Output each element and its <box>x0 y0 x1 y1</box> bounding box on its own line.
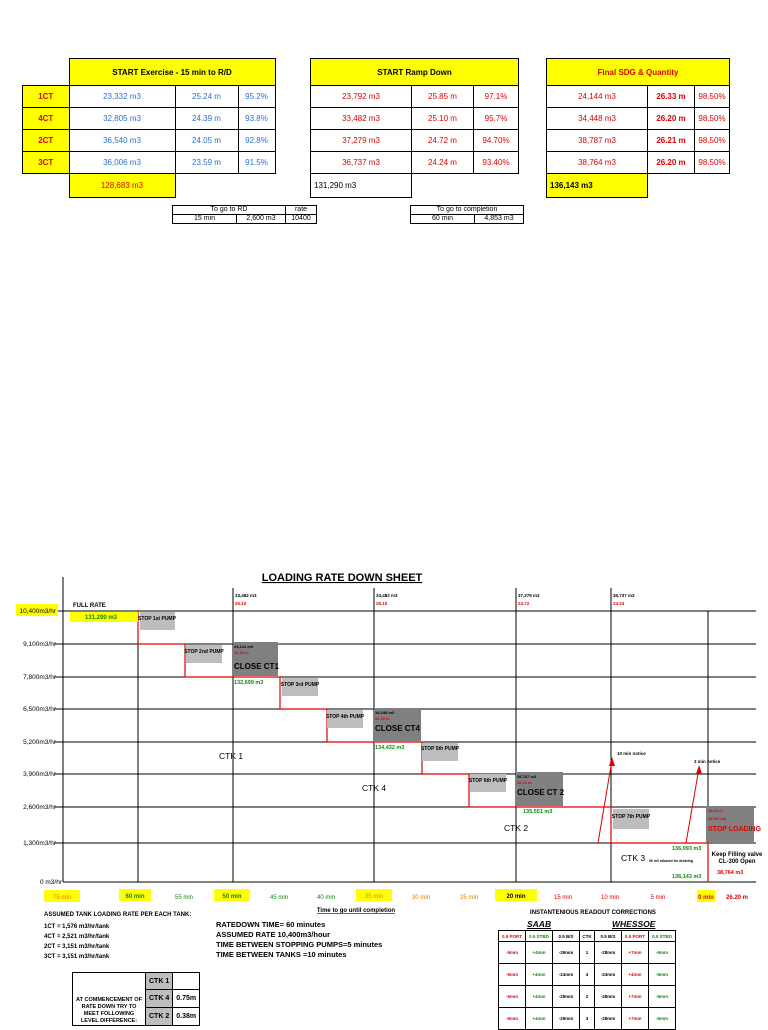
corr-cell: -6mm <box>649 964 676 986</box>
commencement-diff: 0.75m <box>173 990 200 1008</box>
close-qty: 132,699 m3 <box>234 680 264 686</box>
stop-label: STOP 3rd PUMP <box>280 682 320 688</box>
notice-3: 3 min notice <box>694 759 721 764</box>
corr-cell: -28mm <box>595 1008 622 1030</box>
corr-header: 0.5 PORT <box>622 931 649 942</box>
y-tick: 2,600m3/hr <box>23 804 56 811</box>
corr-header: 0.5 STBD <box>649 931 676 942</box>
corr-cell: -5mm <box>499 942 526 964</box>
y-tick: 10,400m3/hr <box>19 608 56 615</box>
chart-title: LOADING RATE DOWN SHEET <box>261 572 423 584</box>
commencement-blank <box>173 973 200 990</box>
percent-cell: 93.8% <box>238 108 275 130</box>
whessoe-label: WHESSOE <box>612 919 656 929</box>
top-label: 33,482 m3 <box>235 593 257 598</box>
x-tick: 45 min <box>269 895 289 901</box>
corr-cell: +7mm <box>622 942 649 964</box>
close-level: 26.33 m <box>234 650 249 655</box>
corr-header: 0.5 B/S <box>553 931 580 942</box>
rate-header: rate <box>286 206 317 215</box>
commencement-ctk: CTK 1 <box>146 973 173 990</box>
corr-cell: -5mm <box>499 986 526 1008</box>
stop-label: STOP 5th PUMP <box>420 746 460 752</box>
corr-cell: +4mm <box>526 986 553 1008</box>
notice-10: 10 min notice <box>617 751 646 756</box>
top-label: 36,737 m3 <box>613 593 635 598</box>
volume-cell: 37,279 m3 <box>311 130 412 152</box>
ctk-label: CTK 1 <box>219 751 244 761</box>
volume-cell: 36,737 m3 <box>311 152 412 174</box>
x-tick: 0 min <box>698 895 714 901</box>
x-tick: 20 min <box>506 894 526 900</box>
percent-cell: 91.5% <box>238 152 275 174</box>
percent-cell: 97.1% <box>474 86 519 108</box>
x-tick: 35 min <box>364 894 384 900</box>
ratedown-line: RATEDOWN TIME= 60 minutes <box>216 920 326 929</box>
commencement-diff: 0.38m <box>173 1008 200 1026</box>
final-sdg-total: 136,143 m3 <box>547 174 648 198</box>
corr-cell: 3 <box>580 1008 595 1030</box>
stop-label: STOP 2nd PUMP <box>184 649 224 655</box>
corr-cell: -6mm <box>649 942 676 964</box>
x-tick: 75 min <box>52 895 72 901</box>
y-tick: 9,100m3/hr <box>23 641 56 648</box>
close-volume: 34,448 m3 <box>375 710 395 715</box>
corr-header: 0.5 B/S <box>595 931 622 942</box>
commencement-table <box>72 972 200 1026</box>
qty-2: 136,143 m3 <box>672 874 702 880</box>
level-cell: 24.39 m <box>175 108 238 130</box>
corr-cell: -24mm <box>553 964 580 986</box>
assumed-line: 4CT = 2,521 m3/hr/tank <box>44 934 110 940</box>
to-go-completion-table <box>410 205 524 224</box>
close-label: CLOSE CT4 <box>375 724 420 733</box>
to-go-rd-qty: 2,600 m3 <box>237 215 286 224</box>
to-go-completion-time: 60 min <box>411 215 475 224</box>
corr-cell: 4 <box>580 964 595 986</box>
volume-cell: 38,787 m3 <box>547 130 648 152</box>
level-cell: 26.20 m <box>648 152 695 174</box>
top-label: 24.72 <box>518 601 530 606</box>
close-level: 26.20 m <box>375 716 390 721</box>
corr-cell: +7mm <box>622 986 649 1008</box>
corr-header: 0.5 STBD <box>526 931 553 942</box>
level-cell: 26.20 m <box>648 108 695 130</box>
corr-cell: -6mm <box>649 1008 676 1030</box>
percent-cell: 98.50% <box>695 108 730 130</box>
close-qty: 134,432 m3 <box>375 745 405 751</box>
assumed-line: 2CT = 3,151 m3/hr/tank <box>44 944 110 950</box>
y-tick: 5,200m3/hr <box>23 739 56 746</box>
close-label: CLOSE CT1 <box>234 662 279 671</box>
corr-cell: -28mm <box>595 942 622 964</box>
x-tick: 25 min <box>459 895 479 901</box>
y-tick: 0 m3/hr <box>39 879 62 886</box>
volume-cell: 36,006 m3 <box>69 152 175 174</box>
percent-cell: 98.50% <box>695 130 730 152</box>
ratedown-line: TIME BETWEEN TANKS =10 minutes <box>216 950 347 959</box>
level-cell: 24.05 m <box>175 130 238 152</box>
volume-cell: 36,540 m3 <box>69 130 175 152</box>
close-level: 38764 m3 <box>708 816 727 821</box>
to-go-completion-header: To go to completion <box>411 206 524 215</box>
corr-cell: +7mm <box>622 1008 649 1030</box>
volume-cell: 33,482 m3 <box>311 108 412 130</box>
corr-cell: 1 <box>580 942 595 964</box>
level-cell: 25.24 m <box>175 86 238 108</box>
start-exercise-table <box>22 58 276 198</box>
start-exercise-title: START Exercise - 15 min to R/D <box>69 59 275 86</box>
to-go-rd-table <box>172 205 317 224</box>
assumed-line: 1CT = 1,576 m3/hr/tank <box>44 924 110 930</box>
top-label: 24.24 <box>613 601 625 606</box>
volume-cell: 24,144 m3 <box>547 86 648 108</box>
percent-cell: 92.8% <box>238 130 275 152</box>
volume-cell: 38,764 m3 <box>547 152 648 174</box>
percent-cell: 93.40% <box>474 152 519 174</box>
x-tick: 10 min <box>600 895 620 901</box>
to-go-rd-rate: 10400 <box>286 215 317 224</box>
to-go-completion-qty: 4,853 m3 <box>475 215 524 224</box>
close-label: CLOSE CT 2 <box>517 788 565 797</box>
final-sdg-label: 26.20 m <box>726 895 749 901</box>
close-label: STOP LOADING <box>708 826 762 833</box>
x-tick: 5 min <box>650 895 666 901</box>
stop-label: STOP 4th PUMP <box>325 714 365 720</box>
close-qty: 135,551 m3 <box>523 809 553 815</box>
corr-cell: -6mm <box>649 986 676 1008</box>
corr-cell: -28mm <box>595 986 622 1008</box>
x-tick: 60 min <box>125 894 145 900</box>
corr-header: 0.5 PORT <box>499 931 526 942</box>
start-ramp-down-title: START Ramp Down <box>311 59 519 86</box>
y-tick: 3,900m3/hr <box>23 771 56 778</box>
final-qty: 38,764 m3 <box>717 870 744 876</box>
ctk-label: CTK 2 <box>504 823 529 833</box>
level-cell: 26.21 m <box>648 130 695 152</box>
corr-cell: -29mm <box>553 1008 580 1030</box>
corrections-table <box>498 930 676 1030</box>
x-tick: 30 min <box>411 895 431 901</box>
top-label: 33,482 m3 <box>376 593 398 598</box>
start-ramp-down-total: 131,290 m3 <box>311 174 412 198</box>
y-tick: 1,300m3/hr <box>23 840 56 847</box>
ctk-label: CTK 3 <box>621 853 646 863</box>
corr-cell: -5mm <box>499 1008 526 1030</box>
commencement-ctk: CTK 2 <box>146 1008 173 1026</box>
close-volume: 24,144 m3 <box>234 644 254 649</box>
top-label: 37,279 m3 <box>518 593 540 598</box>
corr-cell: -29mm <box>553 986 580 1008</box>
level-cell: 25.10 m <box>412 108 474 130</box>
commencement-text: AT COMMENCEMENT OF RATE DOWN TRY TO MEET FOLLOWING LEVEL DIFFERENCE: <box>73 973 146 1026</box>
percent-cell: 95.7% <box>474 108 519 130</box>
percent-cell: 94.70% <box>474 130 519 152</box>
corr-cell: +4mm <box>526 964 553 986</box>
stop-label: STOP 7th PUMP <box>611 814 651 820</box>
ratedown-notes <box>216 920 416 960</box>
close-volume: 38.20 m <box>708 808 723 813</box>
level-cell: 23.59 m <box>175 152 238 174</box>
keep-filling-note: Keep Filling valve CL-300 Open <box>711 852 763 865</box>
percent-cell: 98.50% <box>695 86 730 108</box>
to-go-rd-time: 15 min <box>173 215 237 224</box>
tank-label: 1CT <box>23 86 70 108</box>
percent-cell: 95.2% <box>238 86 275 108</box>
full-rate-label: FULL RATE <box>73 603 106 609</box>
assumed-line: 3CT = 3,151 m3/hr/tank <box>44 954 110 960</box>
final-sdg-title: Final SDG & Quantity <box>547 59 730 86</box>
corr-cell: +4mm <box>526 942 553 964</box>
corr-header: CTK <box>580 931 595 942</box>
x-tick: 15 min <box>553 895 573 901</box>
tank-label: 2CT <box>23 130 70 152</box>
saab-label: SAAB <box>527 919 552 929</box>
volume-cell: 34,448 m3 <box>547 108 648 130</box>
level-cell: 24.72 m <box>412 130 474 152</box>
volume-cell: 23,332 m3 <box>69 86 175 108</box>
start-exercise-total: 128,683 m3 <box>69 174 175 198</box>
corr-cell: -29mm <box>553 942 580 964</box>
x-axis-label: Time to go until completion <box>316 908 396 914</box>
corr-cell: -5mm <box>499 964 526 986</box>
x-tick: 55 min <box>174 895 194 901</box>
x-tick: 50 min <box>222 894 242 900</box>
level-cell: 26.33 m <box>648 86 695 108</box>
top-label: 25.10 <box>235 601 247 606</box>
tank-label: 4CT <box>23 108 70 130</box>
corr-cell: +4mm <box>622 964 649 986</box>
commencement-ctk: CTK 4 <box>146 990 173 1008</box>
x-tick: 40 min <box>316 895 336 901</box>
to-go-rd-header: To go to RD <box>173 206 286 215</box>
start-qty: 131,290 m3 <box>84 615 118 621</box>
volume-cell: 32,805 m3 <box>69 108 175 130</box>
assumed-rates <box>44 910 214 962</box>
corrections-title: INSTANTENIOUS READOUT CORRECTIONS <box>530 910 656 916</box>
ratedown-line: TIME BETWEEN STOPPING PUMPS=5 minutes <box>216 940 383 949</box>
y-tick: 6,500m3/hr <box>23 706 56 713</box>
tank-label: 3CT <box>23 152 70 174</box>
top-label: 25.10 <box>376 601 388 606</box>
ctk-label: CTK 4 <box>362 783 387 793</box>
level-cell: 24.24 m <box>412 152 474 174</box>
ratedown-line: ASSUMED RATE 10,400m3/hour <box>216 930 331 939</box>
corr-cell: -24mm <box>595 964 622 986</box>
qty-1: 136,093 m3 <box>672 846 702 852</box>
assumed-title: ASSUMED TANK LOADING RATE PER EACH TANK: <box>44 912 192 918</box>
stop-label: STOP 1st PUMP <box>138 616 176 622</box>
final-sdg-table <box>546 58 730 198</box>
start-ramp-down-table <box>310 58 519 198</box>
stop-label: STOP 6th PUMP <box>468 778 508 784</box>
level-cell: 25.85 m <box>412 86 474 108</box>
drain-note: 50 m3 allowed for draining <box>648 859 694 863</box>
y-tick: 7,800m3/hr <box>23 674 56 681</box>
percent-cell: 98.50% <box>695 152 730 174</box>
volume-cell: 23,792 m3 <box>311 86 412 108</box>
corr-cell: +4mm <box>526 1008 553 1030</box>
close-level: 26.21 m <box>517 780 532 785</box>
corr-cell: 2 <box>580 986 595 1008</box>
close-volume: 38,787 m3 <box>517 774 537 779</box>
